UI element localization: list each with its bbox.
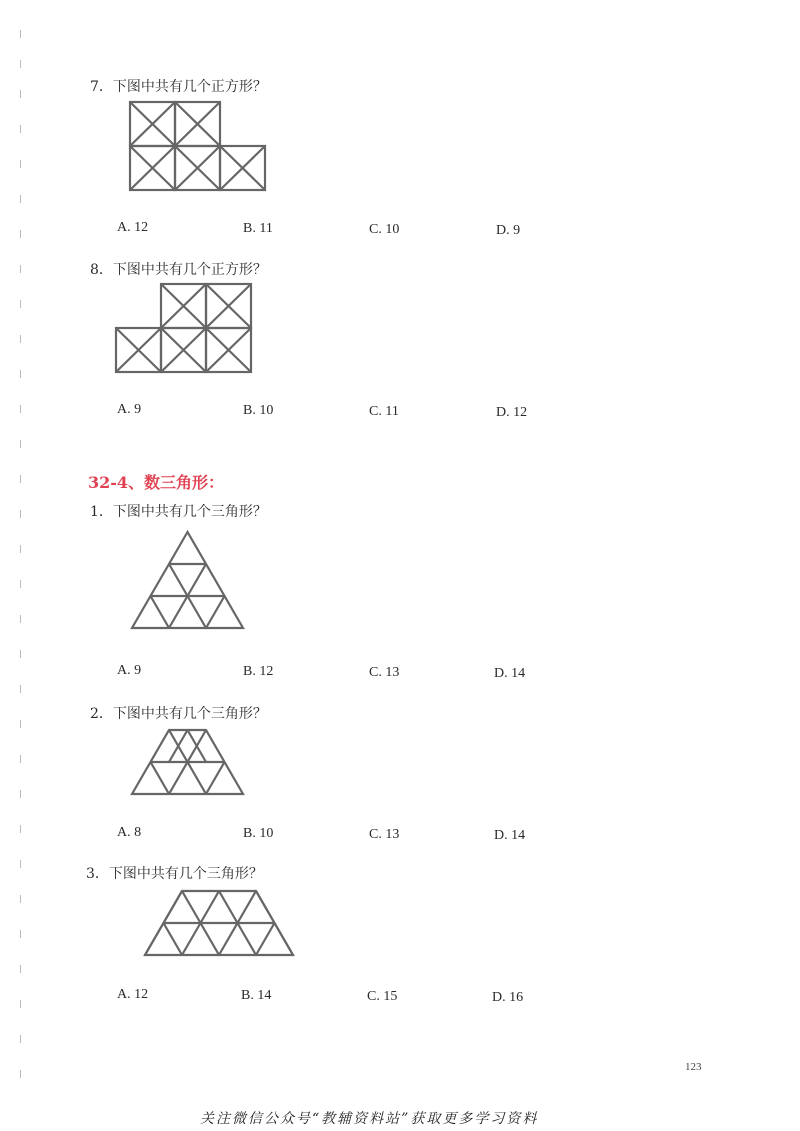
- question-7-option-d: D. 9: [496, 223, 521, 238]
- triangle-question-3-option-a: A. 12: [117, 987, 149, 1002]
- triangle-question-2-option-d: D. 14: [494, 828, 526, 843]
- triangle-question-2-figure: [130, 728, 245, 798]
- triangle-question-1-label: 1．下图中共有几个三角形？: [90, 504, 267, 520]
- question-8-option-d: D. 12: [496, 405, 528, 420]
- triangle-question-2-option-c: C. 13: [369, 827, 400, 842]
- footer-note: 关注微信公众号“教辅资料站”获取更多学习资料: [200, 1111, 539, 1127]
- question-8-option-b: B. 10: [243, 403, 274, 418]
- triangle-question-3-option-b: B. 14: [241, 988, 272, 1003]
- question-8-option-a: A. 9: [117, 402, 142, 417]
- triangle-question-2-label: 2．下图中共有几个三角形？: [90, 706, 267, 722]
- question-7-label: 7．下图中共有几个正方形？: [90, 79, 267, 95]
- question-7-option-b: B. 11: [243, 221, 273, 236]
- page-number: 123: [685, 1061, 702, 1073]
- triangle-question-3-label: 3．下图中共有几个三角形？: [86, 866, 263, 882]
- question-7-option-a: A. 12: [117, 220, 149, 235]
- triangle-question-3-option-c: C. 15: [367, 989, 398, 1004]
- triangle-question-1-option-c: C. 13: [369, 665, 400, 680]
- triangle-question-1-figure: [130, 530, 245, 630]
- question-8-option-c: C. 11: [369, 404, 399, 419]
- triangle-question-3-figure: [143, 889, 295, 959]
- triangle-question-1-option-a: A. 9: [117, 663, 142, 678]
- section-heading: 32-4、数三角形：: [88, 473, 225, 492]
- triangle-question-2-option-a: A. 8: [117, 825, 142, 840]
- triangle-question-2-option-b: B. 10: [243, 826, 274, 841]
- question-7-option-c: C. 10: [369, 222, 400, 237]
- triangle-question-3-option-d: D. 16: [492, 990, 524, 1005]
- triangle-question-1-option-b: B. 12: [243, 664, 274, 679]
- triangle-question-1-option-d: D. 14: [494, 666, 526, 681]
- question-7-figure: [128, 100, 268, 192]
- question-8-label: 8．下图中共有几个正方形？: [90, 262, 267, 278]
- question-8-figure: [114, 282, 254, 374]
